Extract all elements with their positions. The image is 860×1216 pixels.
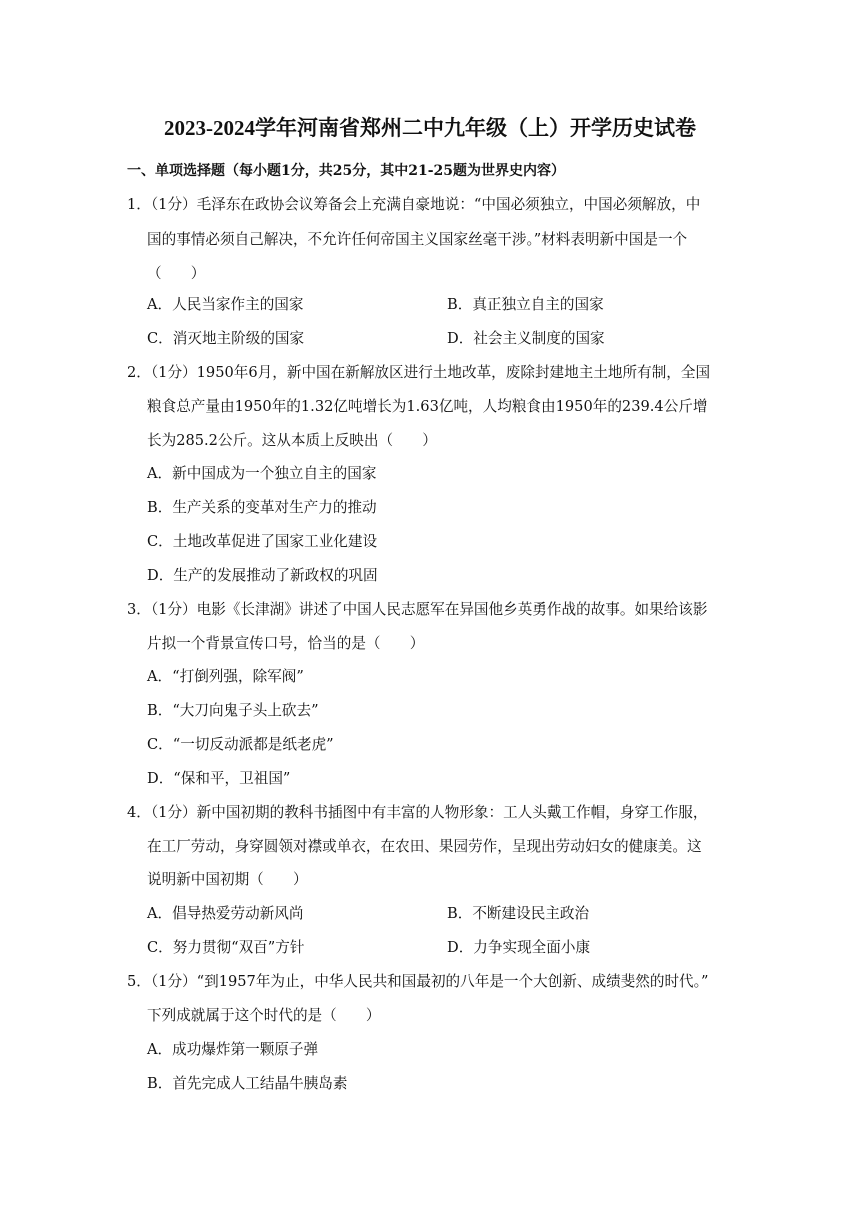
- question-text-line: 1．（1分）毛泽东在政协会议筹备会上充满自豪地说：“中国必须独立，中国必须解放，中: [127, 196, 701, 213]
- option-d[interactable]: D．生产的发展推动了新政权的巩固: [147, 567, 378, 584]
- question-text-line: 粮食总产量由1950年的1.32亿吨增长为1.63亿吨，人均粮食由1950年的239.4公斤增: [147, 398, 708, 415]
- option-c[interactable]: C．努力贯彻“双百”方针: [147, 939, 305, 956]
- question-text-line: 4．（1分）新中国初期的教科书插图中有丰富的人物形象：工人头戴工作帽，身穿工作服，: [127, 804, 708, 821]
- option-d[interactable]: D．“保和平，卫祖国”: [147, 770, 291, 787]
- option-a[interactable]: A．“打倒列强，除军阀”: [147, 668, 304, 685]
- question-text-line: 在工厂劳动，身穿圆领对襟或单衣，在农田、果园劳作，呈现出劳动妇女的健康美。这: [147, 838, 702, 855]
- question-text-line: 2．（1分）1950年6月，新中国在新解放区进行土地改革，废除封建地主土地所有制，全国: [127, 364, 711, 381]
- option-a[interactable]: A．新中国成为一个独立自主的国家: [147, 465, 377, 482]
- question-text-line: 3．（1分）电影《长津湖》讲述了中国人民志愿军在异国他乡英勇作战的故事。如果给该影: [127, 601, 708, 618]
- option-c[interactable]: C．土地改革促进了国家工业化建设: [147, 533, 378, 550]
- question-text-line: （ ）: [147, 265, 206, 282]
- option-a[interactable]: A．倡导热爱劳动新风尚: [147, 905, 304, 922]
- option-b[interactable]: B．不断建设民主政治: [447, 905, 590, 922]
- option-c[interactable]: C．“一切反动派都是纸老虎”: [147, 736, 334, 753]
- option-c[interactable]: C．消灭地主阶级的国家: [147, 330, 305, 347]
- option-a[interactable]: A．成功爆炸第一颗原子弹: [147, 1041, 319, 1058]
- question-text-line: 5．（1分）“到1957年为止，中华人民共和国最初的八年是一个大创新、成绩斐然的时代。”: [127, 973, 709, 990]
- exam-title: 2023-2024学年河南省郑州二中九年级（上）开学历史试卷: [164, 116, 696, 140]
- question-text-line: 下列成就属于这个时代的是（ ）: [147, 1007, 381, 1024]
- question-text-line: 说明新中国初期（ ）: [147, 871, 308, 888]
- question-text-line: 长为285.2公斤。这从本质上反映出（ ）: [147, 432, 437, 449]
- option-b[interactable]: B．首先完成人工结晶牛胰岛素: [147, 1075, 348, 1092]
- option-b[interactable]: B．“大刀向鬼子头上砍去”: [147, 702, 319, 719]
- question-text-line: 国的事情必须自己解决，不允许任何帝国主义国家丝毫干涉。”材料表明新中国是一个: [147, 231, 688, 248]
- section-heading: 一、单项选择题（每小题1分，共25分，其中21-25题为世界史内容）: [127, 163, 565, 179]
- option-d[interactable]: D．社会主义制度的国家: [447, 330, 605, 347]
- option-b[interactable]: B．真正独立自主的国家: [447, 296, 604, 313]
- option-b[interactable]: B．生产关系的变革对生产力的推动: [147, 499, 377, 516]
- question-text-line: 片拟一个背景宣传口号，恰当的是（ ）: [147, 635, 425, 652]
- option-d[interactable]: D．力争实现全面小康: [447, 939, 591, 956]
- option-a[interactable]: A．人民当家作主的国家: [147, 296, 304, 313]
